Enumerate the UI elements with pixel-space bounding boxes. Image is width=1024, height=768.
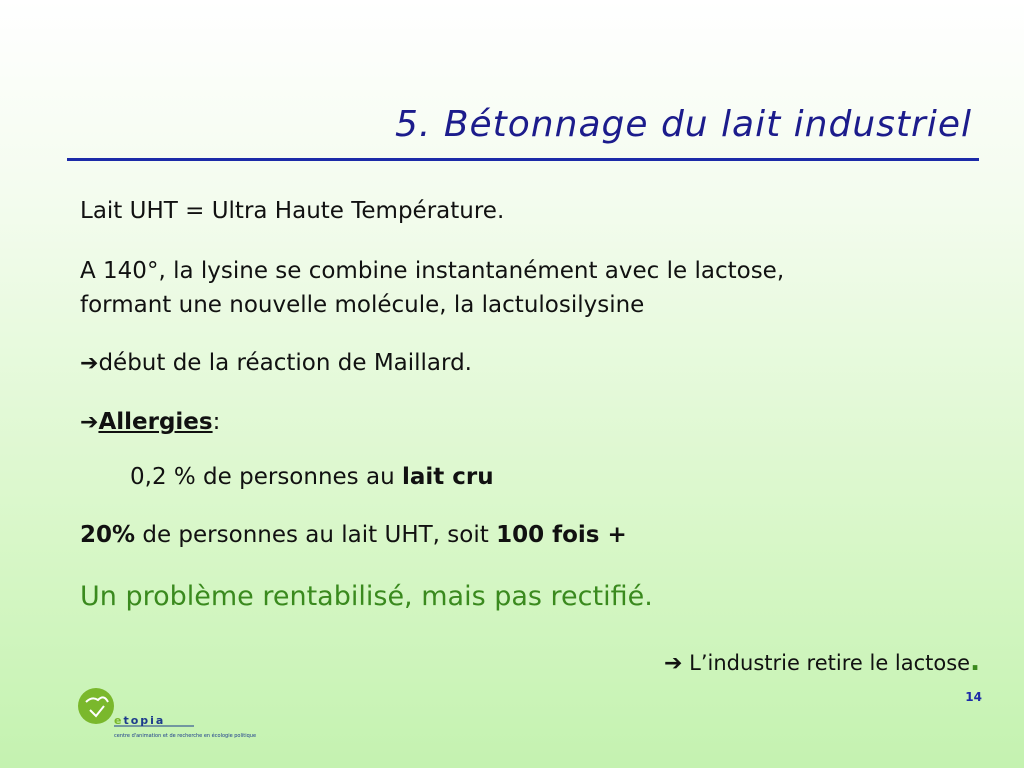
uht-percent-mid: de personnes au lait UHT, soit — [135, 522, 497, 548]
uht-percent-bold: 20% — [80, 522, 136, 548]
industry-text: L’industrie retire le lactose — [682, 651, 971, 675]
title-underline-rule — [67, 158, 979, 161]
text-line-lysine-2: formant une nouvelle molécule, la lactulosilysine — [80, 292, 645, 318]
uht-times-bold: 100 fois + — [496, 522, 627, 548]
slide-title: 5. Bétonnage du lait industriel — [395, 104, 972, 145]
text-line-maillard — [80, 346, 980, 381]
logo-tagline: centre d'animation et de recherche en écologie politique — [114, 733, 257, 739]
text-line-allergies — [80, 405, 980, 440]
lait-cru-prefix: 0,2 % de personnes au — [130, 464, 402, 490]
logo-circle-icon — [78, 688, 114, 724]
text-line-uht-percent — [80, 518, 980, 552]
logo-name — [114, 714, 165, 727]
logo-name-rest: topia — [123, 714, 166, 727]
text-line-lysine — [80, 254, 980, 322]
text-line-uht: Lait UHT = Ultra Haute Température. — [80, 198, 505, 224]
conclusion-text: Un problème rentabilisé, mais pas rectifié. — [80, 581, 653, 612]
industry-note — [664, 647, 980, 677]
arrow-right-icon: ➔ — [80, 351, 99, 376]
arrow-right-icon: ➔ — [664, 651, 683, 676]
logo-name-e: e — [114, 714, 124, 727]
text-line-lait-cru — [130, 460, 1024, 494]
lait-cru-bold: lait cru — [401, 464, 494, 490]
allergies-colon: : — [212, 409, 221, 435]
maillard-text: début de la réaction de Maillard. — [98, 350, 472, 376]
text-line-lysine-1: A 140°, la lysine se combine instantanément avec le lactose, — [80, 258, 785, 284]
page-number: 14 — [965, 690, 982, 704]
etopia-logo — [76, 688, 286, 748]
arrow-right-icon: ➔ — [80, 410, 99, 435]
allergies-label: Allergies — [98, 409, 213, 435]
industry-dot: . — [970, 647, 980, 677]
